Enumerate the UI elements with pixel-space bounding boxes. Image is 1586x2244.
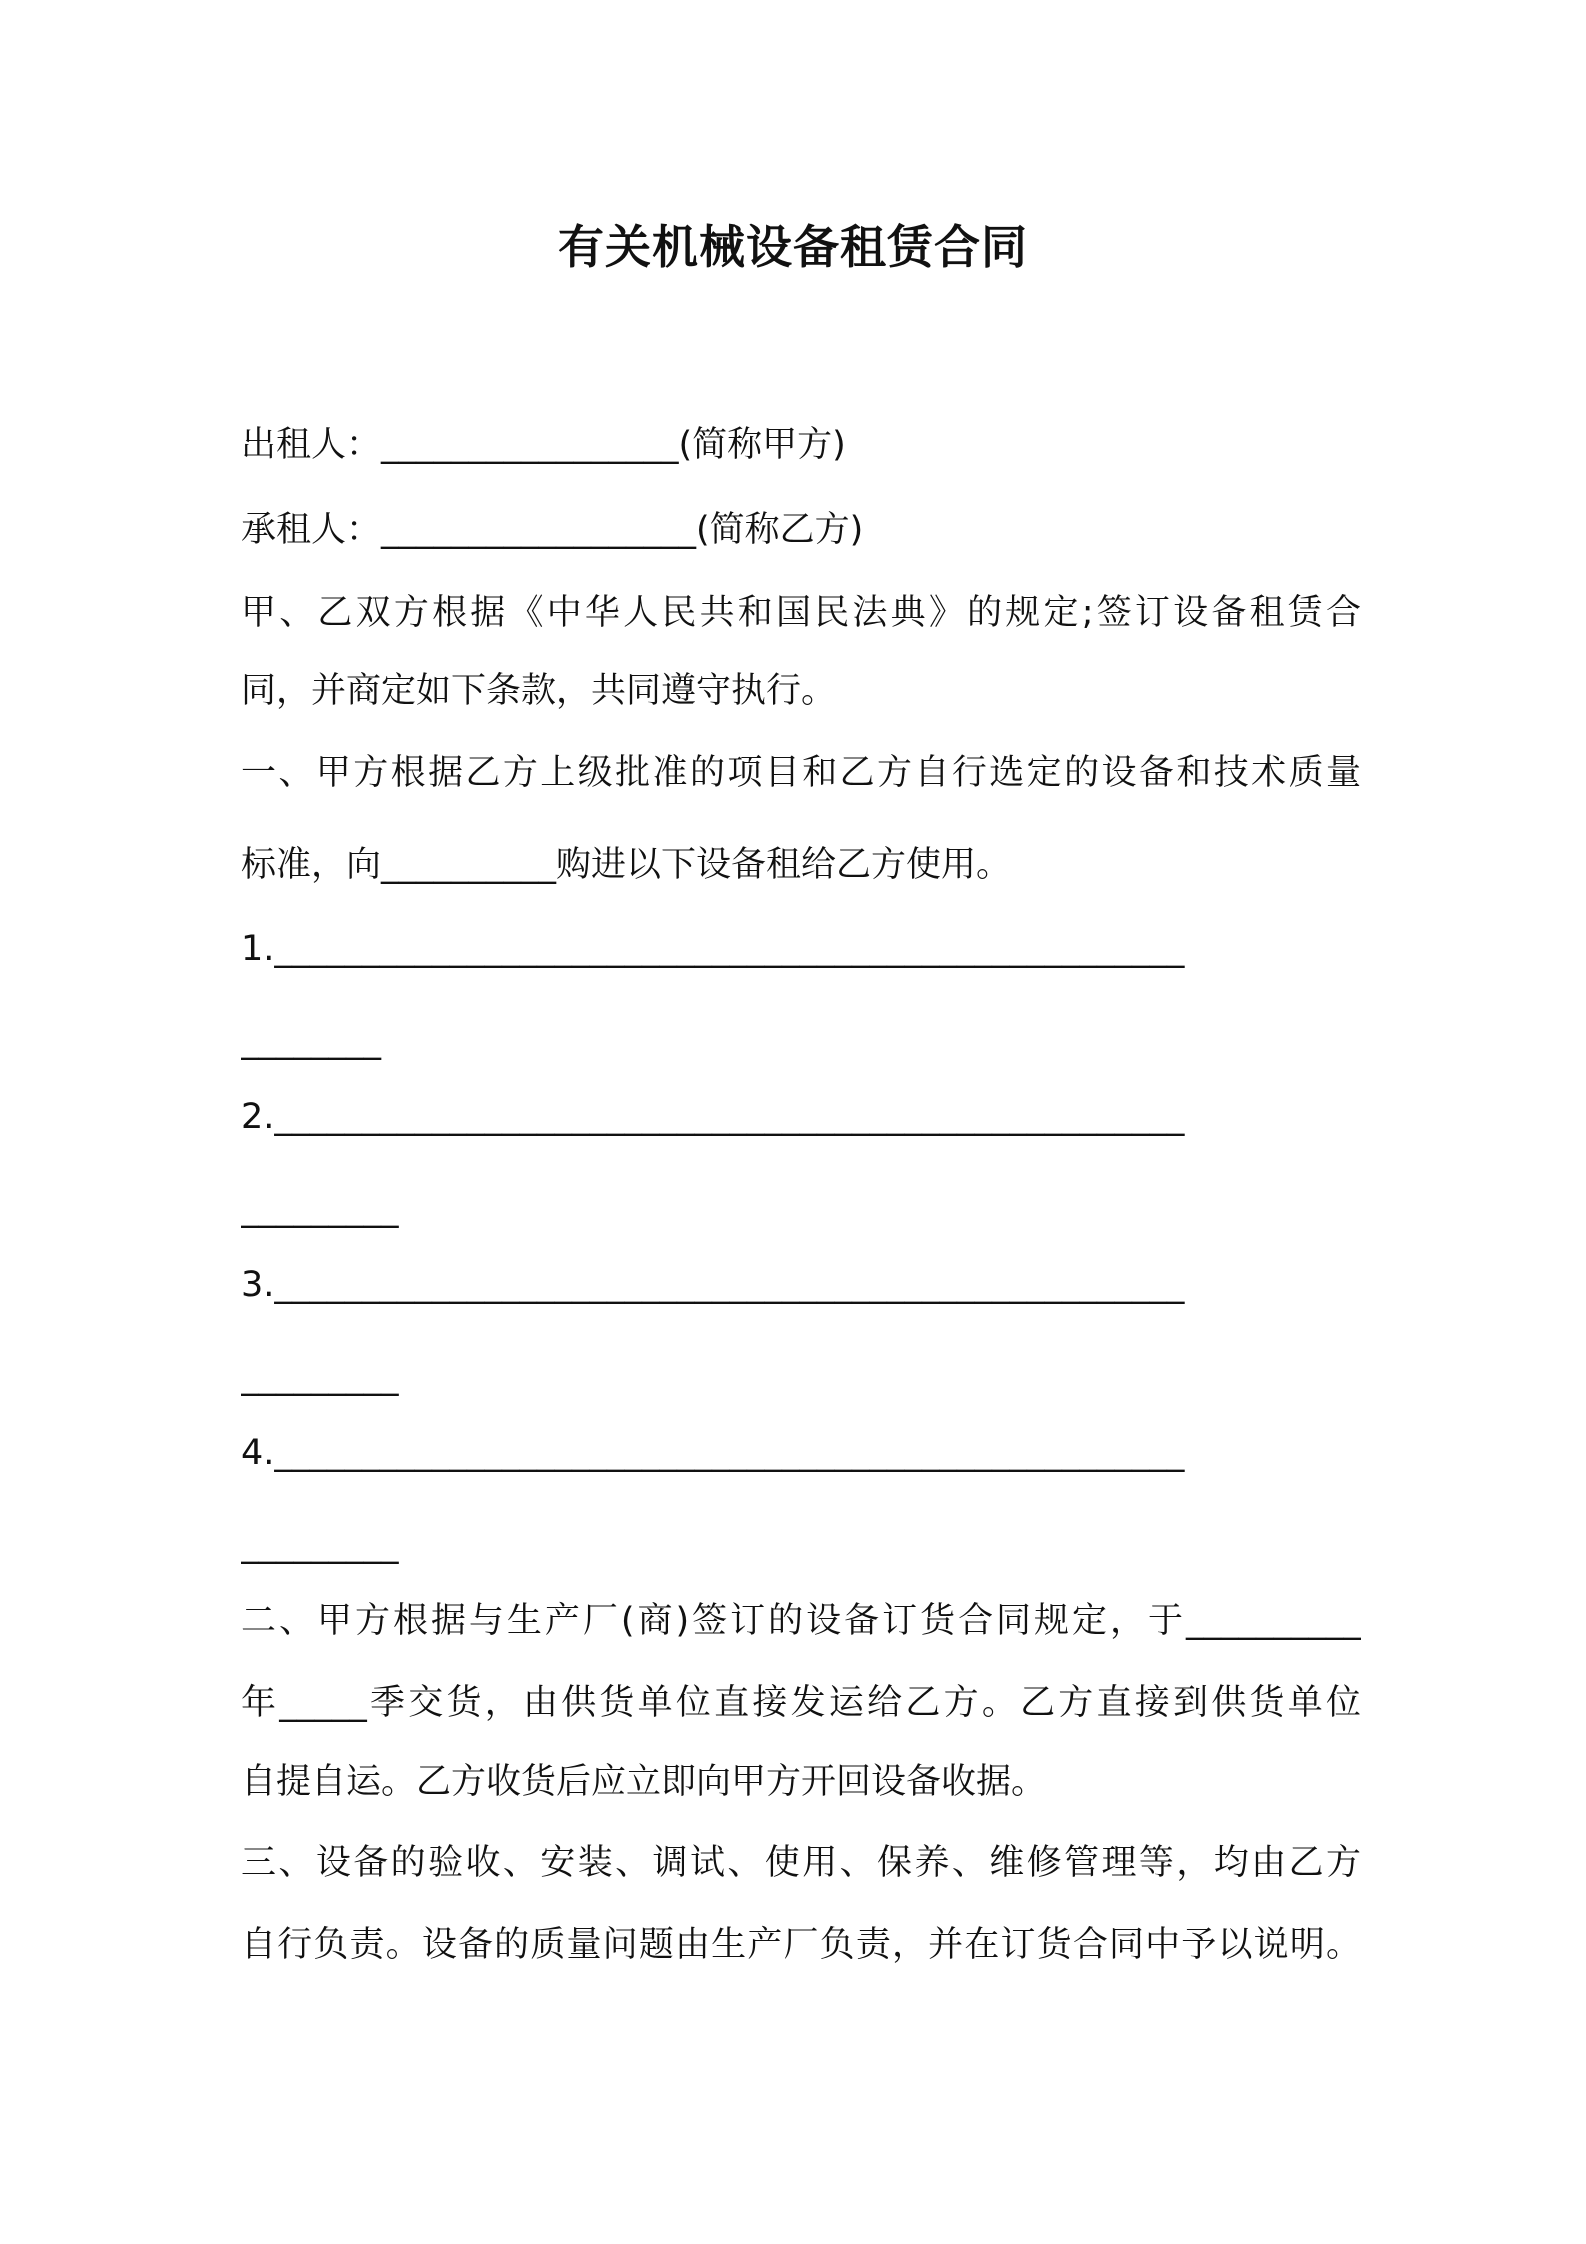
clause-2-line-1: 二、甲方根据与生产厂(商)签订的设备订货合同规定，于__________ [241, 1601, 1361, 1641]
preamble-line-1: 甲、乙双方根据《中华人民共和国民法典》的规定;签订设备租赁合 [241, 593, 1361, 633]
lessor-line: 出租人：_________________(简称甲方) [241, 425, 846, 465]
item-3-line-2: _________ [241, 1357, 399, 1397]
item-3-line-1: 3.____________________________________________________ [241, 1265, 1185, 1305]
clause-1-line-2: 标准，向__________购进以下设备租给乙方使用。 [241, 845, 1012, 885]
item-4-line-1: 4.____________________________________________________ [241, 1433, 1185, 1473]
document-title: 有关机械设备租赁合同 [558, 220, 1028, 274]
clause-2-line-2: 年_____季交货，由供货单位直接发运给乙方。乙方直接到供货单位 [241, 1683, 1361, 1723]
item-2-line-1: 2.____________________________________________________ [241, 1097, 1185, 1137]
preamble-line-2: 同，并商定如下条款，共同遵守执行。 [241, 671, 837, 711]
item-2-line-2: _________ [241, 1189, 399, 1229]
clause-2-line-3: 自提自运。乙方收货后应立即向甲方开回设备收据。 [241, 1762, 1047, 1802]
clause-3-line-1: 三、设备的验收、安装、调试、使用、保养、维修管理等，均由乙方 [241, 1843, 1361, 1883]
lessee-line: 承租人：__________________(简称乙方) [241, 510, 864, 550]
item-1-line-2: ________ [241, 1021, 381, 1061]
clause-3-line-2: 自行负责。设备的质量问题由生产厂负责，并在订货合同中予以说明。 [241, 1925, 1361, 1965]
item-1-line-1: 1.____________________________________________________ [241, 929, 1185, 969]
clause-1-line-1: 一、甲方根据乙方上级批准的项目和乙方自行选定的设备和技术质量 [241, 753, 1361, 793]
item-4-line-2: _________ [241, 1525, 399, 1565]
